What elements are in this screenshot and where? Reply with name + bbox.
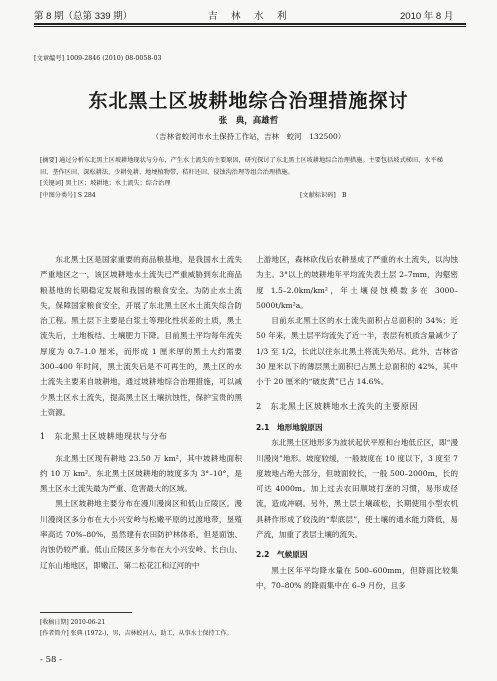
intro-paragraph: 东北黑土区是国家重要的商品粮基地，是我国水土流失严重地区之一，该区坡耕地水土流失已严重威胁到东北商品粮基地的长期稳定发展和我国的粮食安全。为防止水土流失，保障国家粮食安全，开展了东北黑土区水土流失综合防治工程。黑土层下主要是白浆土等理化性状差的土质，黑土流失后，土地板结、土壤肥力下降。目前黑土平均每年流失厚度为 0.7–1.0 厘米，而形成 1 厘米厚的黑土大约需要 300–400 年时间，黑土流失后是不可再生的，黑土区的水土流失主要来自坡耕地，通过坡耕地综合治理措施，可以减少黑土区水土流失，提高黑土区土壤抗蚀性，保护宝贵的黑土资源。 (40, 255, 242, 417)
keywords: [关键词] 黑土区；坡耕地；水土流失；综合治理 (40, 180, 171, 187)
section-1-paragraph-1: 东北黑土区现有耕地 23.50 万 km²，其中坡耕地面积约 10 万 km²。东北黑土区坡耕地的坡度多为 3°–10°，是黑土区水土流失最为严重、危害最大的区域。 (40, 453, 242, 494)
article-title: 东北黑土区坡耕地综合治理措施探讨 (88, 90, 409, 112)
section-1-paragraph-2: 黑土区坡耕地主要分布在漫川漫岗区和低山丘陵区。漫川漫岗区多分布在大小兴安岭与松嫩平原的过渡地带，垦殖率高达 70%–80%，虽然建有农田防护林体系，但是面蚀、沟蚀仍较严重。低山丘陵区多分布在大小兴安岭、长白山、辽东山地地区，即嫩江、第二松花江和辽河的中 (40, 499, 242, 570)
section-2-heading: 2 东北黑土区坡耕地水土流失的主要原因 (256, 400, 419, 411)
classification-row (40, 190, 455, 202)
clc-number: [中图分类号] S 284 (40, 191, 96, 199)
abstract-block (40, 155, 455, 202)
subsection-2-1-heading: 2.1 地形地貌原因 (256, 422, 323, 432)
continued-paragraph: 上游地区，森林砍伐后农耕垦成了严重的水土流失，以沟蚀为主。3°以上的坡耕地年平均流失表土层 2–7mm，沟壑密度 1.5–2.0km/km²，年土壤侵蚀模数多在 3000–5000t/km²a。 (256, 255, 458, 310)
section-1-heading: 1 东北黑土区坡耕地现状与分布 (40, 431, 168, 442)
subsection-2-2-paragraph: 黑土区年平均降水量在 500–600mm，但降雨比较集中，70–80% 的降雨集中在 6–9 月份，且多 (256, 565, 458, 590)
document-code: [文献标识码] B (300, 191, 347, 199)
authors: 张 典，高雄哲 (218, 116, 279, 126)
left-column (40, 252, 242, 573)
journal-name: 吉 林 水 利 (208, 11, 289, 22)
author-bio: [作者简介] 张典 (1972-)，男，吉林蛟河人，助工，从事水土保持工作。 (40, 630, 233, 637)
erosion-status-paragraph: 目前东北黑土区的水土流失面积占总面积的 34%；近 50 年来，黑土层平均流失了近一半，表层有机质含量减少了 1/3 至 1/2，长此以往东北黑土将流失殆尽。此外，吉林省 30 厘米以下的薄层黑土面积已占黑土总面积的 42%，其中小于 20 厘米的“破皮黄”已占 14.6%。 (256, 316, 458, 387)
affiliation: （吉林省蛟河市水土保持工作站，吉林 蛟河 132500） (151, 132, 346, 141)
page-number: - 58 - (40, 655, 62, 665)
header-rule (34, 23, 466, 25)
subsection-2-1-paragraph: 东北黑土区地形多为波状起伏平原和台地低丘区，即“漫川漫岗”地形。坡度较缓，一般坡度在 10 度以下，3 度至 7 度坡地占绝大部分，但坡面较长，一般 500–2000m，长的可达 4000m。加上过去农田顺坡打垄的习惯，易形成径流，造成冲刷。另外，黑土层土壤疏松，长期使用小型农机具耕作形成了较浅的“犁底层”，使土壤的通水能力降低，易产流，加重了表层土壤的流失。 (256, 438, 458, 540)
received-date: [收稿日期] 2010-06-21 (40, 619, 106, 626)
right-column (256, 252, 458, 593)
subsection-2-2-heading: 2.2 气候原因 (256, 550, 308, 560)
abstract-text: [摘要] 通过分析东北黑土区坡耕地现状与分布，产生水土流失的主要原因，研究探讨了东北黑土区坡耕地综合治理措施。主要包括坡式梯田、水平梯田、垄作区田、深松耕法、少耕免耕、地埂植物带、秸秆还田、侵蚀沟治理等组合治理措施。 (40, 157, 443, 176)
issue-date: 2010 年 8 月 (400, 11, 454, 22)
article-number: [文章编号] 1009-2846 (2010) 08-0058-03 (34, 55, 162, 62)
header-rule-thin (34, 26, 466, 27)
footnote-rule (40, 612, 132, 613)
footnotes (40, 617, 460, 639)
issue-label: 第 8 期（总第 339 期） (34, 11, 133, 22)
